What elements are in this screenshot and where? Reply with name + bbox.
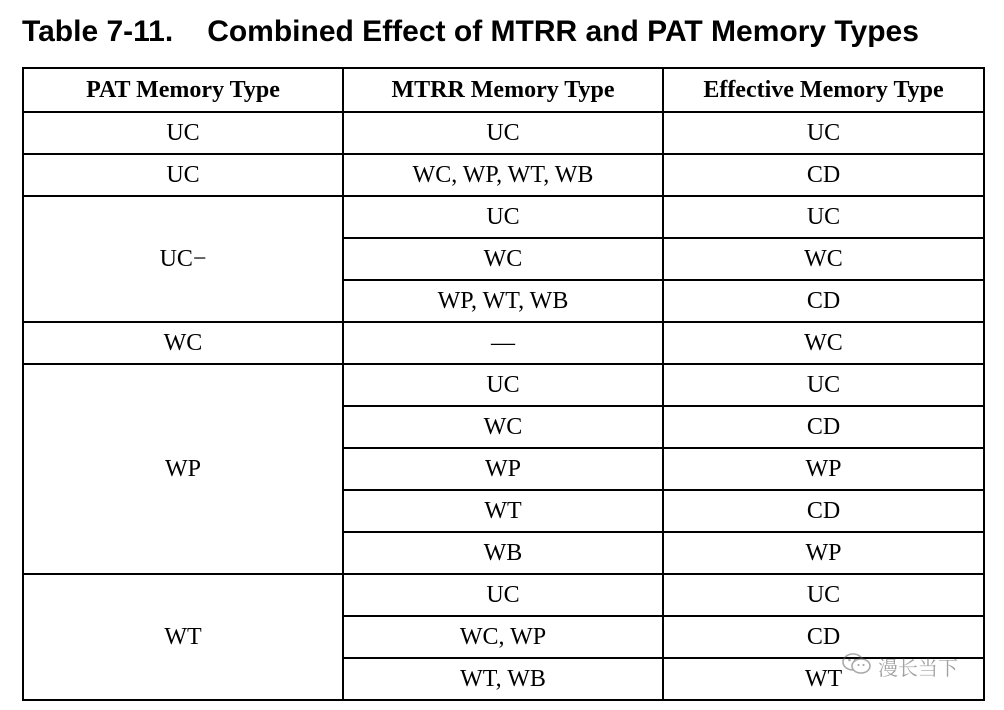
mtrr-cell: WC: [343, 238, 663, 280]
effective-cell: UC: [663, 364, 984, 406]
pat-cell: UC−: [23, 196, 343, 322]
effective-cell: UC: [663, 574, 984, 616]
effective-cell: WC: [663, 322, 984, 364]
mtrr-cell: UC: [343, 574, 663, 616]
mtrr-cell: WP, WT, WB: [343, 280, 663, 322]
effective-cell: WT: [663, 658, 984, 700]
table-caption: Combined Effect of MTRR and PAT Memory Types: [207, 15, 919, 48]
effective-cell: WP: [663, 532, 984, 574]
effective-cell: WC: [663, 238, 984, 280]
table-row: [23, 322, 984, 364]
mtrr-cell: WC, WP: [343, 616, 663, 658]
effective-cell: CD: [663, 616, 984, 658]
effective-cell: CD: [663, 280, 984, 322]
effective-cell: UC: [663, 196, 984, 238]
table-number: Table 7-11.: [22, 15, 174, 48]
mtrr-cell: WC, WP, WT, WB: [343, 154, 663, 196]
mtrr-cell: WT, WB: [343, 658, 663, 700]
header-mtrr: MTRR Memory Type: [343, 68, 663, 112]
mtrr-cell: UC: [343, 112, 663, 154]
pat-cell: WP: [23, 364, 343, 574]
mtrr-cell: UC: [343, 196, 663, 238]
pat-cell: UC: [23, 154, 343, 196]
effective-cell: CD: [663, 406, 984, 448]
mtrr-cell: —: [343, 322, 663, 364]
effective-cell: CD: [663, 490, 984, 532]
table-row: [23, 196, 984, 238]
table-row: [23, 154, 984, 196]
table-row: [23, 364, 984, 406]
pat-cell: WT: [23, 574, 343, 700]
memory-type-table: [22, 67, 985, 701]
table-row: [23, 112, 984, 154]
effective-cell: WP: [663, 448, 984, 490]
mtrr-cell: WT: [343, 490, 663, 532]
header-effective: Effective Memory Type: [663, 68, 984, 112]
header-pat: PAT Memory Type: [23, 68, 343, 112]
mtrr-cell: UC: [343, 364, 663, 406]
pat-cell: WC: [23, 322, 343, 364]
watermark-text: 漫长当下: [878, 656, 958, 680]
header-row: [23, 68, 984, 112]
mtrr-cell: WP: [343, 448, 663, 490]
mtrr-cell: WC: [343, 406, 663, 448]
table-title: [22, 12, 919, 52]
table-row: [23, 574, 984, 616]
effective-cell: CD: [663, 154, 984, 196]
mtrr-cell: WB: [343, 532, 663, 574]
effective-cell: UC: [663, 112, 984, 154]
pat-cell: UC: [23, 112, 343, 154]
